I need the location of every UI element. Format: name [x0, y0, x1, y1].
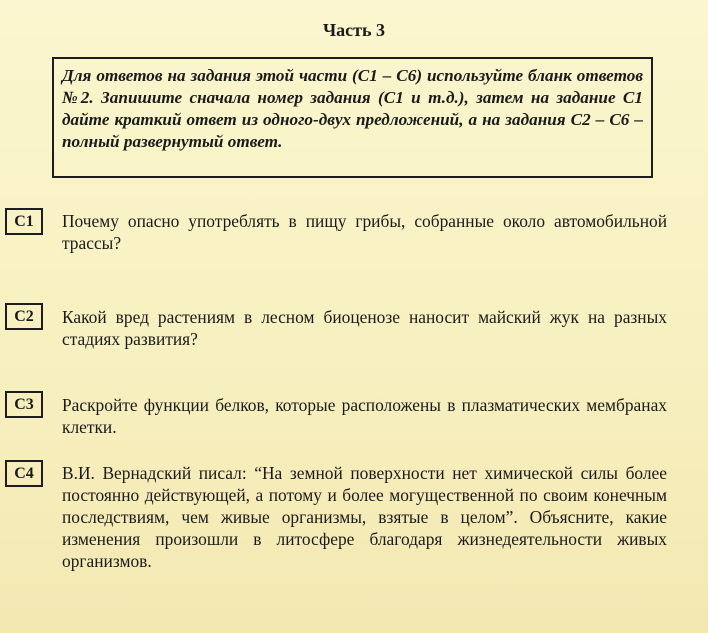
task-code-c3: С3	[5, 391, 43, 418]
part-title: Часть 3	[322, 20, 386, 40]
task-text-c3: Раскройте функции белков, которые расположены в плазматических мембранах клетки.	[62, 395, 667, 437]
task-text-c4: В.И. Вернадский писал: “На земной поверхности нет химической силы более постоянно действующей, а потому и более могущественной по своим конечным последствиям, чем живые организмы, взятые в целом”. Объясните, какие изменения произошли в литосфере благодаря жизнедеятельности живых организмов.	[62, 463, 667, 571]
task-code-c2: С2	[5, 303, 43, 330]
task-code-c4: С4	[5, 460, 43, 487]
task-code-c1: С1	[5, 208, 43, 235]
instructions-box: Для ответов на задания этой части (С1 – С6) используйте бланк ответов №2. Запишите сначала номер задания (С1 и т.д.), затем на задание С1 дайте краткий ответ из одного-двух предложений, а на задания С2 – С6 – полный развернутый ответ.	[52, 57, 653, 178]
task-text-c2: Какой вред растениям в лесном биоценозе наносит майский жук на разных стадиях развития?	[62, 307, 667, 349]
task-text-c1: Почему опасно употреблять в пищу грибы, собранные около автомобильной трассы?	[62, 211, 667, 253]
